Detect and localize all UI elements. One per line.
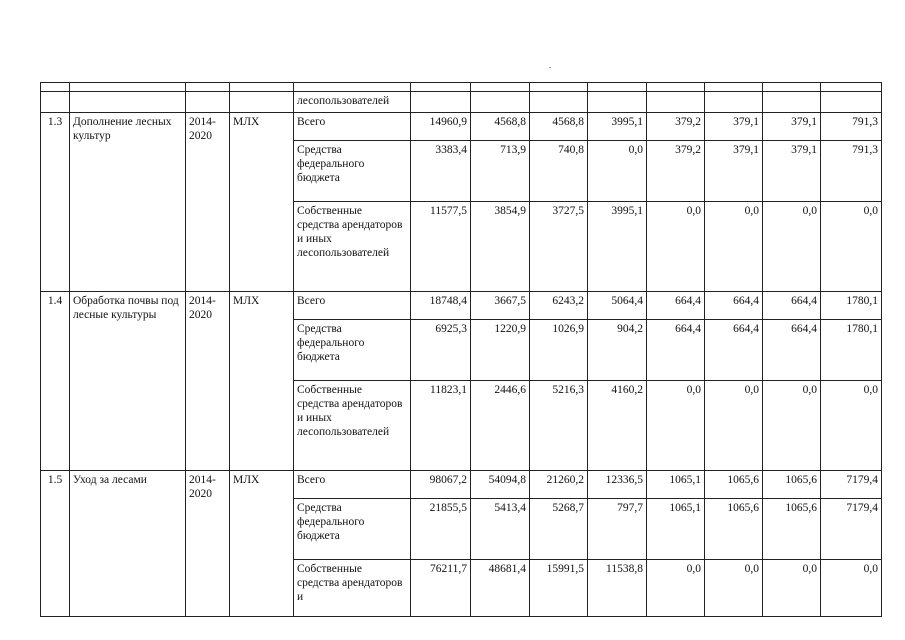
value-cell: 379,1 — [763, 113, 821, 141]
value-cell: 379,1 — [705, 141, 763, 202]
funding-source: Собственные средства арендаторов и иных лесопользователей — [294, 202, 411, 292]
value-cell: 379,1 — [705, 113, 763, 141]
value-cell: 664,4 — [705, 320, 763, 381]
value-cell: 3995,1 — [588, 202, 647, 292]
value-cell: 664,4 — [647, 320, 705, 381]
value-cell: 3667,5 — [471, 292, 530, 320]
value-cell: 11538,8 — [588, 560, 647, 617]
value-cell: 3995,1 — [588, 113, 647, 141]
funding-source: Всего — [294, 292, 411, 320]
funding-source: Собственные средства арендаторов и иных лесопользователей — [294, 381, 411, 471]
value-cell: 664,4 — [763, 320, 821, 381]
value-cell: 0,0 — [821, 202, 882, 292]
value-cell: 1065,1 — [647, 471, 705, 499]
value-cell: 791,3 — [821, 113, 882, 141]
value-cell: 664,4 — [705, 292, 763, 320]
table-header-edge — [41, 83, 882, 92]
value-cell: 14960,9 — [411, 113, 471, 141]
item-executor: МЛХ — [230, 292, 294, 471]
value-cell: 0,0 — [763, 560, 821, 617]
value-cell: 0,0 — [705, 560, 763, 617]
funding-source: Всего — [294, 113, 411, 141]
value-cell: 0,0 — [763, 381, 821, 471]
scan-speck — [549, 67, 551, 68]
value-cell: 7179,4 — [821, 499, 882, 560]
item-executor: МЛХ — [230, 471, 294, 617]
value-cell: 664,4 — [763, 292, 821, 320]
value-cell: 3383,4 — [411, 141, 471, 202]
value-cell: 1026,9 — [530, 320, 588, 381]
item-period: 2014-2020 — [186, 113, 230, 292]
value-cell: 5413,4 — [471, 499, 530, 560]
value-cell: 3727,5 — [530, 202, 588, 292]
value-cell: 379,1 — [763, 141, 821, 202]
value-cell: 11823,1 — [411, 381, 471, 471]
item-executor: МЛХ — [230, 113, 294, 292]
item-period: 2014-2020 — [186, 471, 230, 617]
value-cell: 2446,6 — [471, 381, 530, 471]
value-cell: 1065,1 — [647, 499, 705, 560]
value-cell: 12336,5 — [588, 471, 647, 499]
item-name: Дополнение лесных культур — [70, 113, 186, 292]
value-cell: 1065,6 — [763, 471, 821, 499]
item-name: Обработка почвы под лесные культуры — [70, 292, 186, 471]
value-cell: 379,2 — [647, 113, 705, 141]
funding-source: Средства федерального бюджета — [294, 499, 411, 560]
value-cell: 1065,6 — [705, 499, 763, 560]
value-cell: 0,0 — [647, 202, 705, 292]
value-cell: 379,2 — [647, 141, 705, 202]
value-cell: 791,3 — [821, 141, 882, 202]
value-cell: 0,0 — [763, 202, 821, 292]
value-cell: 6925,3 — [411, 320, 471, 381]
value-cell: 1780,1 — [821, 320, 882, 381]
value-cell: 4568,8 — [530, 113, 588, 141]
value-cell: 740,8 — [530, 141, 588, 202]
value-cell: 0,0 — [821, 381, 882, 471]
table-row — [41, 113, 882, 141]
value-cell: 15991,5 — [530, 560, 588, 617]
value-cell: 0,0 — [647, 381, 705, 471]
value-cell: 664,4 — [647, 292, 705, 320]
value-cell: 48681,4 — [471, 560, 530, 617]
value-cell: 0,0 — [705, 381, 763, 471]
value-cell: 1065,6 — [763, 499, 821, 560]
table-row — [41, 292, 882, 320]
value-cell: 0,0 — [588, 141, 647, 202]
value-cell: 1220,9 — [471, 320, 530, 381]
value-cell: 5216,3 — [530, 381, 588, 471]
value-cell: 54094,8 — [471, 471, 530, 499]
value-cell: 11577,5 — [411, 202, 471, 292]
funding-source: Всего — [294, 471, 411, 499]
continuation-cell: лесопользователей — [294, 92, 411, 113]
item-name: Уход за лесами — [70, 471, 186, 617]
item-code: 1.5 — [41, 471, 70, 617]
value-cell: 4160,2 — [588, 381, 647, 471]
continuation-row — [41, 92, 882, 113]
funding-source: Средства федерального бюджета — [294, 320, 411, 381]
value-cell: 18748,4 — [411, 292, 471, 320]
item-code: 1.3 — [41, 113, 70, 292]
funding-source: Собственные средства арендаторов и — [294, 560, 411, 617]
value-cell: 904,2 — [588, 320, 647, 381]
value-cell: 1780,1 — [821, 292, 882, 320]
value-cell: 4568,8 — [471, 113, 530, 141]
value-cell: 98067,2 — [411, 471, 471, 499]
value-cell: 7179,4 — [821, 471, 882, 499]
value-cell: 797,7 — [588, 499, 647, 560]
table-row — [41, 471, 882, 499]
value-cell: 1065,6 — [705, 471, 763, 499]
value-cell: 76211,7 — [411, 560, 471, 617]
value-cell: 21260,2 — [530, 471, 588, 499]
table-body — [41, 83, 882, 617]
item-period: 2014-2020 — [186, 292, 230, 471]
value-cell: 5268,7 — [530, 499, 588, 560]
funding-source: Средства федерального бюджета — [294, 141, 411, 202]
program-funding-table — [40, 82, 882, 617]
value-cell: 0,0 — [821, 560, 882, 617]
value-cell: 0,0 — [705, 202, 763, 292]
item-code: 1.4 — [41, 292, 70, 471]
value-cell: 21855,5 — [411, 499, 471, 560]
value-cell: 6243,2 — [530, 292, 588, 320]
value-cell: 713,9 — [471, 141, 530, 202]
value-cell: 0,0 — [647, 560, 705, 617]
value-cell: 5064,4 — [588, 292, 647, 320]
value-cell: 3854,9 — [471, 202, 530, 292]
